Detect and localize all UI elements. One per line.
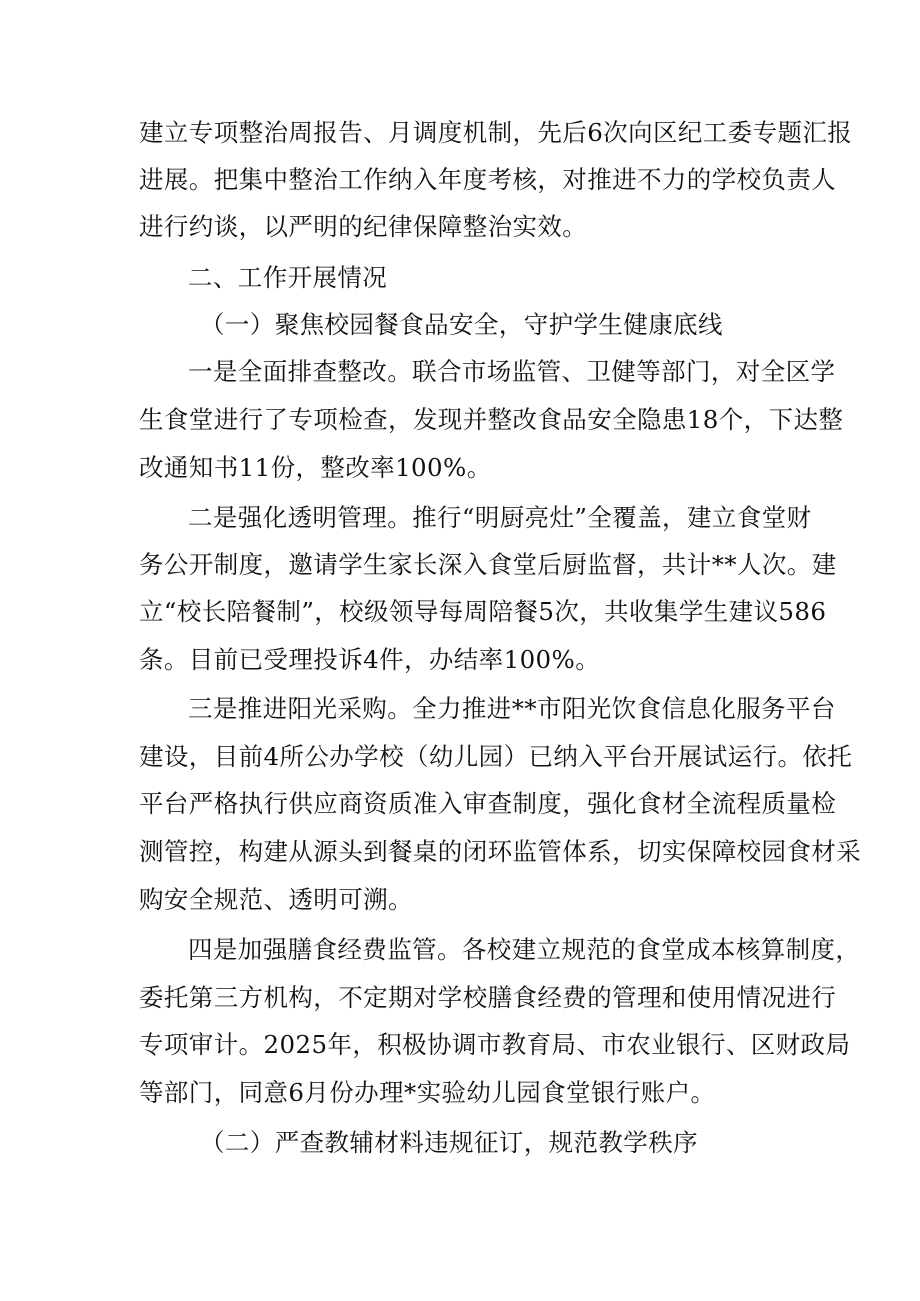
text-line: 条。目前已受理投诉4件，办结率100%。 (139, 645, 601, 674)
text-line: 等部门，同意6月份办理*实验幼儿园食堂银行账户。 (139, 1078, 716, 1107)
text-line: 一是全面排查整改。联合市场监管、卫健等部门，对全区学 (188, 357, 836, 386)
subsection-heading: （二）严查教辅材料违规征订，规范教学秩序 (200, 1128, 698, 1157)
text-line: 立“校长陪餐制”，校级领导每周陪餐5次，共收集学生建议586 (139, 597, 827, 626)
section-heading: 二、工作开展情况 (188, 263, 388, 292)
text-line: 平台严格执行供应商资质准入审查制度，强化食材全流程质量检 (139, 789, 837, 818)
text-line: 三是推进阳光采购。全力推进**市阳光饮食信息化服务平台 (188, 694, 836, 723)
text-line: 生食堂进行了专项检查，发现并整改食品安全隐患18个，下达整 (139, 405, 844, 434)
text-line: 测管控，构建从源头到餐桌的闭环监管体系，切实保障校园食材采 (139, 837, 862, 866)
text-line: 建立专项整治周报告、月调度机制，先后6次向区纪工委专题汇报 (139, 118, 853, 147)
text-line: 二是强化透明管理。推行“明厨亮灶”全覆盖，建立食堂财 (188, 503, 812, 532)
text-line: 进行约谈，以严明的纪律保障整治实效。 (139, 212, 588, 241)
text-line: 建设，目前4所公办学校（幼儿园）已纳入平台开展试运行。依托 (139, 742, 853, 771)
text-line: 务公开制度，邀请学生家长深入食堂后厨监督，共计**人次。建 (139, 550, 837, 579)
text-line: 专项审计。2025年，积极协调市教育局、市农业银行、区财政局 (139, 1030, 851, 1059)
text-line: 改通知书11份，整改率100%。 (139, 453, 492, 482)
subsection-heading: （一）聚焦校园餐食品安全，守护学生健康底线 (200, 310, 723, 339)
text-line: 购安全规范、透明可溯。 (139, 885, 413, 914)
text-line: 四是加强膳食经费监管。各校建立规范的食堂成本核算制度， (188, 935, 861, 964)
text-line: 委托第三方机构，不定期对学校膳食经费的管理和使用情况进行 (139, 983, 837, 1012)
text-line: 进展。把集中整治工作纳入年度考核，对推进不力的学校负责人 (139, 165, 837, 194)
